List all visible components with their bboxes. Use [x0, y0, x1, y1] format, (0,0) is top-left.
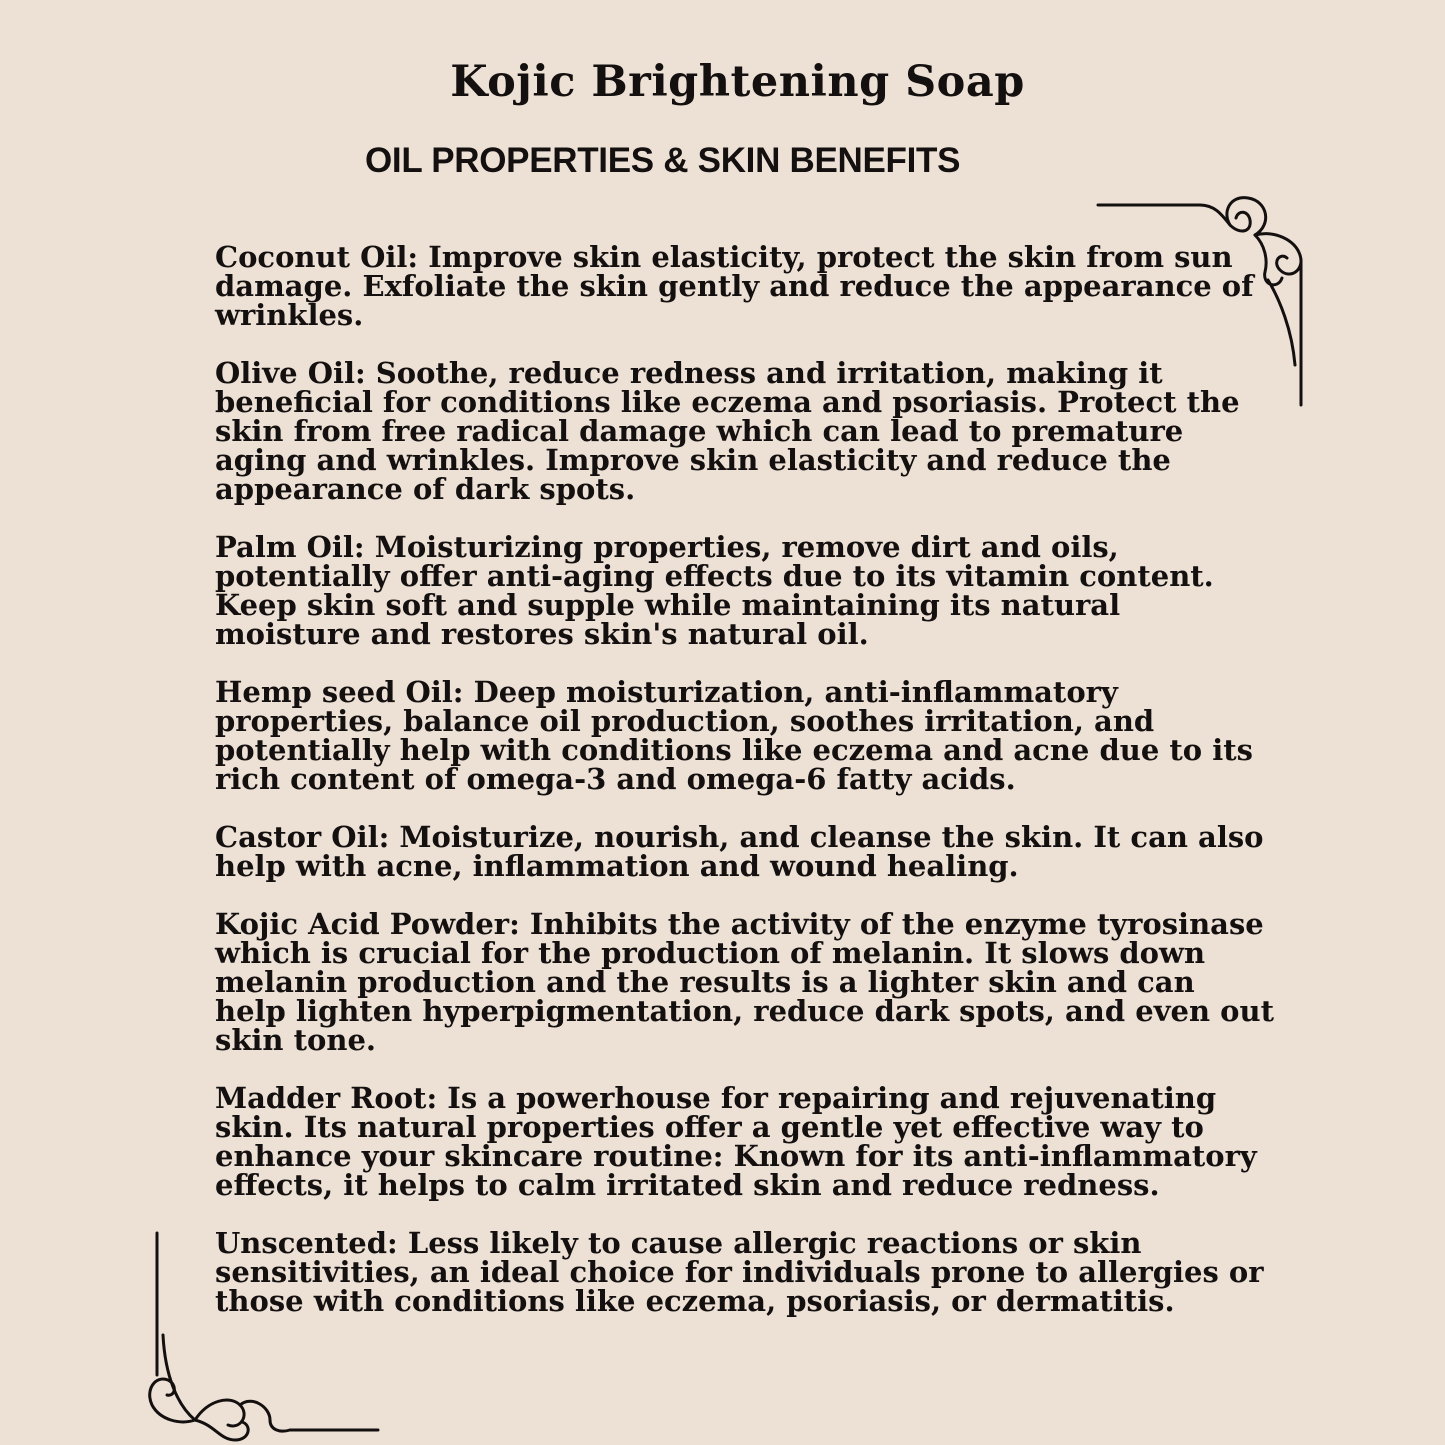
section-text: Moisturize, nourish, and cleanse the skin. It can also help with acne, inflammation and wound healing. — [215, 820, 1264, 883]
section-title: Olive Oil: — [215, 356, 366, 390]
section-title: Hemp seed Oil: — [215, 675, 464, 709]
section-text: Soothe, reduce redness and irritation, making it beneficial for conditions like eczema and psoriasis. Protect the skin from free radical damage which can lead to premature aging and wrinkles. Improve skin elasticity and reduce the appearance of dark spots. — [215, 356, 1240, 506]
section-palm-oil — [215, 530, 1275, 651]
section-text: Moisturizing properties, remove dirt and oils, potentially offer anti-aging effects due to its vitamin content. Keep skin soft and supple while maintaining its natural moisture and restores skin's natural oil. — [215, 530, 1214, 651]
section-title: Palm Oil: — [215, 530, 365, 564]
section-text: Deep moisturization, anti-inflammatory properties, balance oil production, soothes irritation, and potentially help with conditions like eczema and acne due to its rich content of omega-3 and omega-6 fatty acids. — [215, 675, 1253, 796]
section-text: Improve skin elasticity, protect the skin from sun damage. Exfoliate the skin gently and reduce the appearance of wrinkles. — [215, 240, 1254, 332]
section-text: Inhibits the activity of the enzyme tyrosinase which is crucial for the production of melanin. It slows down melanin production and the results is a lighter skin and can help lighten hyperpigmentation, reduce dark spots, and even out skin tone. — [215, 907, 1274, 1057]
section-title: Madder Root: — [215, 1081, 438, 1115]
section-title: Kojic Acid Powder: — [215, 907, 520, 941]
section-text: Is a powerhouse for repairing and rejuvenating skin. Its natural properties offer a gentle yet effective way to enhance your skincare routine: Known for its anti-inflammatory effects, it helps to calm irritated skin and reduce redness. — [215, 1081, 1257, 1202]
section-unscented — [215, 1226, 1275, 1318]
section-madder-root — [215, 1081, 1275, 1202]
section-title: Unscented: — [215, 1226, 398, 1260]
section-coconut-oil — [215, 240, 1275, 332]
section-olive-oil — [215, 356, 1275, 506]
section-kojic-acid-powder — [215, 907, 1275, 1057]
section-castor-oil — [215, 820, 1275, 883]
benefits-list — [215, 240, 1275, 1345]
section-hemp-seed-oil — [215, 675, 1275, 796]
page-subtitle: OIL PROPERTIES & SKIN BENEFITS — [365, 141, 961, 180]
page-title: Kojic Brightening Soap — [450, 57, 1025, 107]
section-text: Less likely to cause allergic reactions or skin sensitivities, an ideal choice for individuals prone to allergies or those with conditions like eczema, psoriasis, or dermatitis. — [215, 1226, 1264, 1318]
section-title: Castor Oil: — [215, 820, 390, 854]
section-title: Coconut Oil: — [215, 240, 419, 274]
